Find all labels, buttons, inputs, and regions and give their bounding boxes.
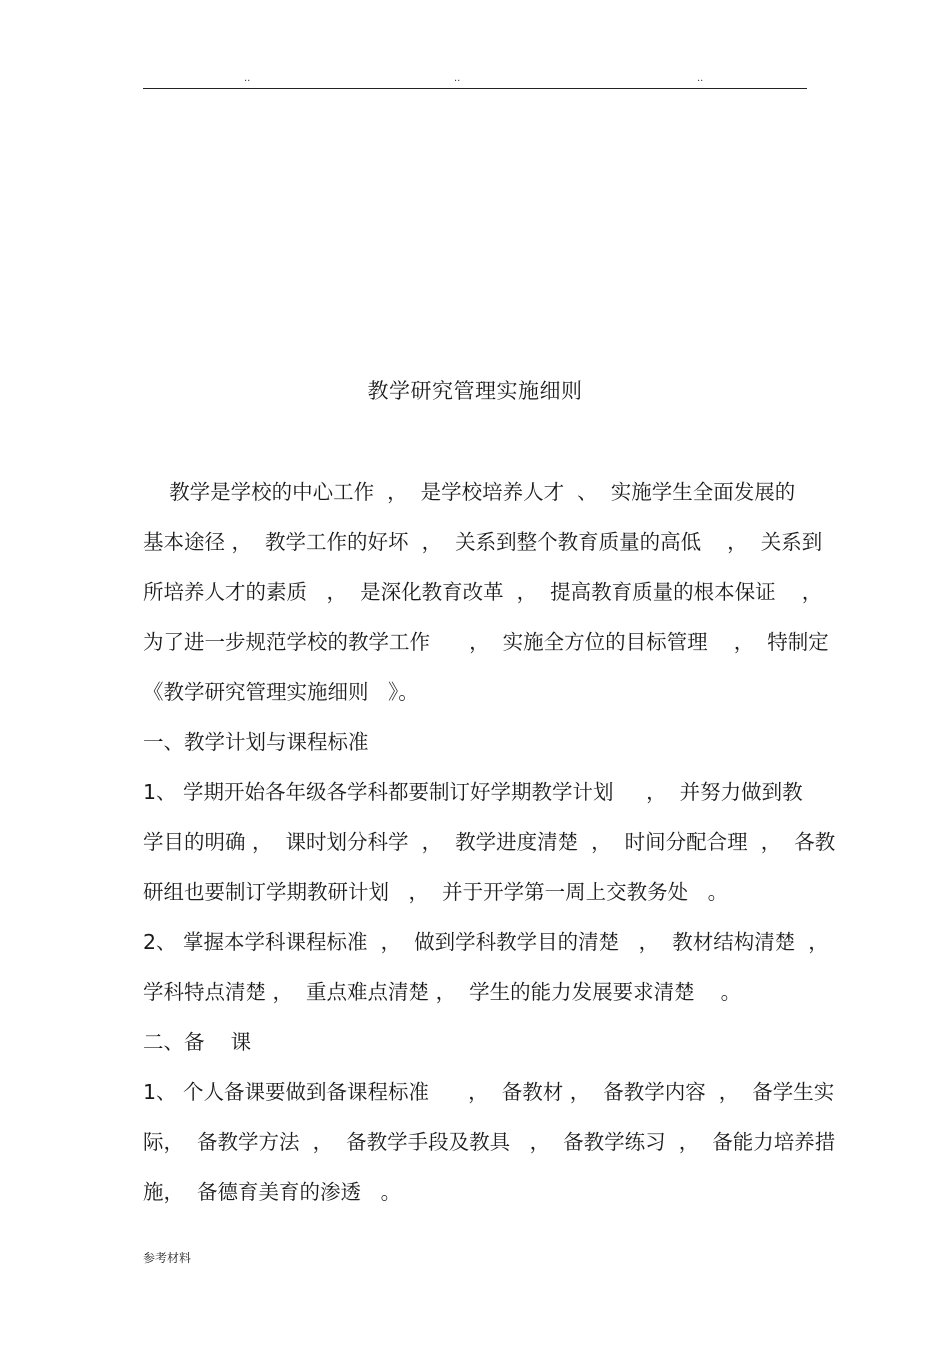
body-line: 《教学研究管理实施细则 》。 xyxy=(143,680,419,704)
section-heading: 一、教学计划与课程标准 xyxy=(143,730,369,754)
body-line: 研组也要制订学期教研计划 ， 并于开学第一周上交教务处 。 xyxy=(143,880,729,904)
body-line: 2、 掌握本学科课程标准 ， 做到学科教学目的清楚 ， 教材结构清楚 ， xyxy=(143,930,829,954)
header-mark-center: .. xyxy=(454,73,461,84)
body-line: 基本途径 ， 教学工作的好坏 ， 关系到整个教育质量的高低 ， 关系到 xyxy=(143,530,823,554)
body-line: 际， 备教学方法 ， 备教学手段及教具 ， 备教学练习 ， 备能力培养措 xyxy=(143,1130,836,1154)
body-line: 为了进一步规范学校的教学工作 ， 实施全方位的目标管理 ， 特制定 xyxy=(143,630,829,654)
header-mark-right: .. xyxy=(697,73,704,84)
body-line: 所培养人才的素质 ， 是深化教育改革 ， 提高教育质量的根本保证 ， xyxy=(143,580,823,604)
header-rule xyxy=(143,88,807,89)
body-line: 教学是学校的中心工作 ， 是学校培养人才 、 实施学生全面发展的 xyxy=(143,480,796,504)
header-mark-left: .. xyxy=(244,73,251,84)
footer-label: 参考材料 xyxy=(143,1251,192,1265)
body-line: 施， 备德育美育的渗透 。 xyxy=(143,1180,402,1204)
body-line: 1、 个人备课要做到备课程标准 ， 备教材 ， 备教学内容 ， 备学生实 xyxy=(143,1080,835,1104)
body-line: 1、 学期开始各年级各学科都要制订好学期教学计划 ， 并努力做到教 xyxy=(143,780,803,804)
body-line: 学目的明确 ， 课时划分科学 ， 教学进度清楚 ， 时间分配合理 ， 各教 xyxy=(143,830,836,854)
section-heading: 二、备 课 xyxy=(143,1030,252,1054)
document-title: 教学研究管理实施细则 xyxy=(367,379,583,403)
body-line: 学科特点清楚 ， 重点难点清楚 ， 学生的能力发展要求清楚 。 xyxy=(143,980,742,1004)
